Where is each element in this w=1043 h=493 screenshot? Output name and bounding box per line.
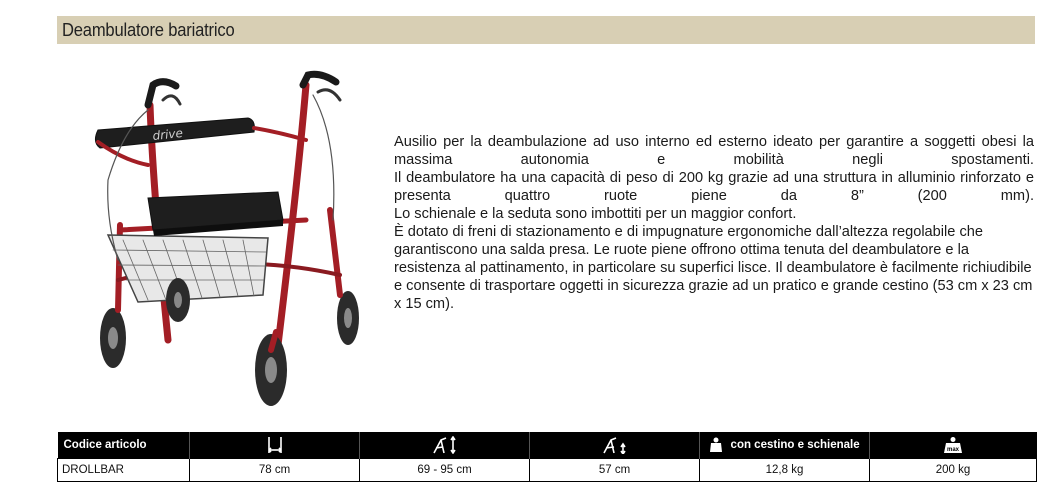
header-weight bbox=[700, 432, 870, 459]
header-seat bbox=[530, 432, 700, 459]
rollator-image bbox=[78, 70, 363, 410]
header-height bbox=[360, 432, 530, 459]
cell-height: 69 - 95 cm bbox=[360, 459, 530, 482]
seatback-brand: drive bbox=[151, 125, 184, 143]
cell-weight: 12,8 kg bbox=[700, 459, 870, 482]
spec-table bbox=[57, 432, 1037, 482]
description-para-3: Lo schienale e la seduta sono imbottiti per un maggior confort. bbox=[394, 206, 797, 222]
handle-height-icon bbox=[432, 436, 458, 454]
weight-icon bbox=[709, 437, 723, 453]
header-width bbox=[190, 432, 360, 459]
header-maxload bbox=[870, 432, 1037, 459]
cell-seat: 57 cm bbox=[530, 459, 700, 482]
seat-height-icon bbox=[602, 436, 628, 454]
description-para-1: Ausilio per la deambulazione ad uso interno ed esterno ideato per garantire a soggetti obesi la massima autonomia e mobilità negli spostamenti. bbox=[394, 134, 1034, 168]
cell-maxload: 200 kg bbox=[870, 459, 1037, 482]
title-bar bbox=[57, 16, 1035, 44]
description-para-2: Il deambulatore ha una capacità di peso di 200 kg grazie ad una struttura in alluminio rinforzato e presenta quattro ruote piene da 8” (200 mm). bbox=[394, 170, 1034, 204]
page-title: Deambulatore bariatrico bbox=[62, 20, 235, 40]
weight-label: con cestino e schienale bbox=[730, 439, 860, 451]
max-badge: max bbox=[947, 447, 960, 453]
product-description bbox=[394, 133, 1034, 313]
spec-header-row bbox=[58, 432, 1037, 459]
table-row bbox=[58, 459, 1037, 482]
width-icon bbox=[266, 436, 284, 454]
header-code: Codice articolo bbox=[58, 432, 190, 459]
cell-width: 78 cm bbox=[190, 459, 360, 482]
max-load-icon bbox=[942, 436, 964, 454]
cell-code: DROLLBAR bbox=[58, 459, 190, 482]
description-para-4: È dotato di freni di stazionamento e di impugnature ergonomiche dall’altezza regolabile che garantiscono una salda presa. Le ruote piene offrono ottima tenuta del deambulatore e la resistenza al pattinamento, in particolare su superfici lisce. Il deambulatore è facilmente richiudibile e consente di trasportare oggetti in sicurezza grazie ad un pratico e grande cestino (53 cm x 23 cm x 15 cm). bbox=[394, 224, 1033, 312]
